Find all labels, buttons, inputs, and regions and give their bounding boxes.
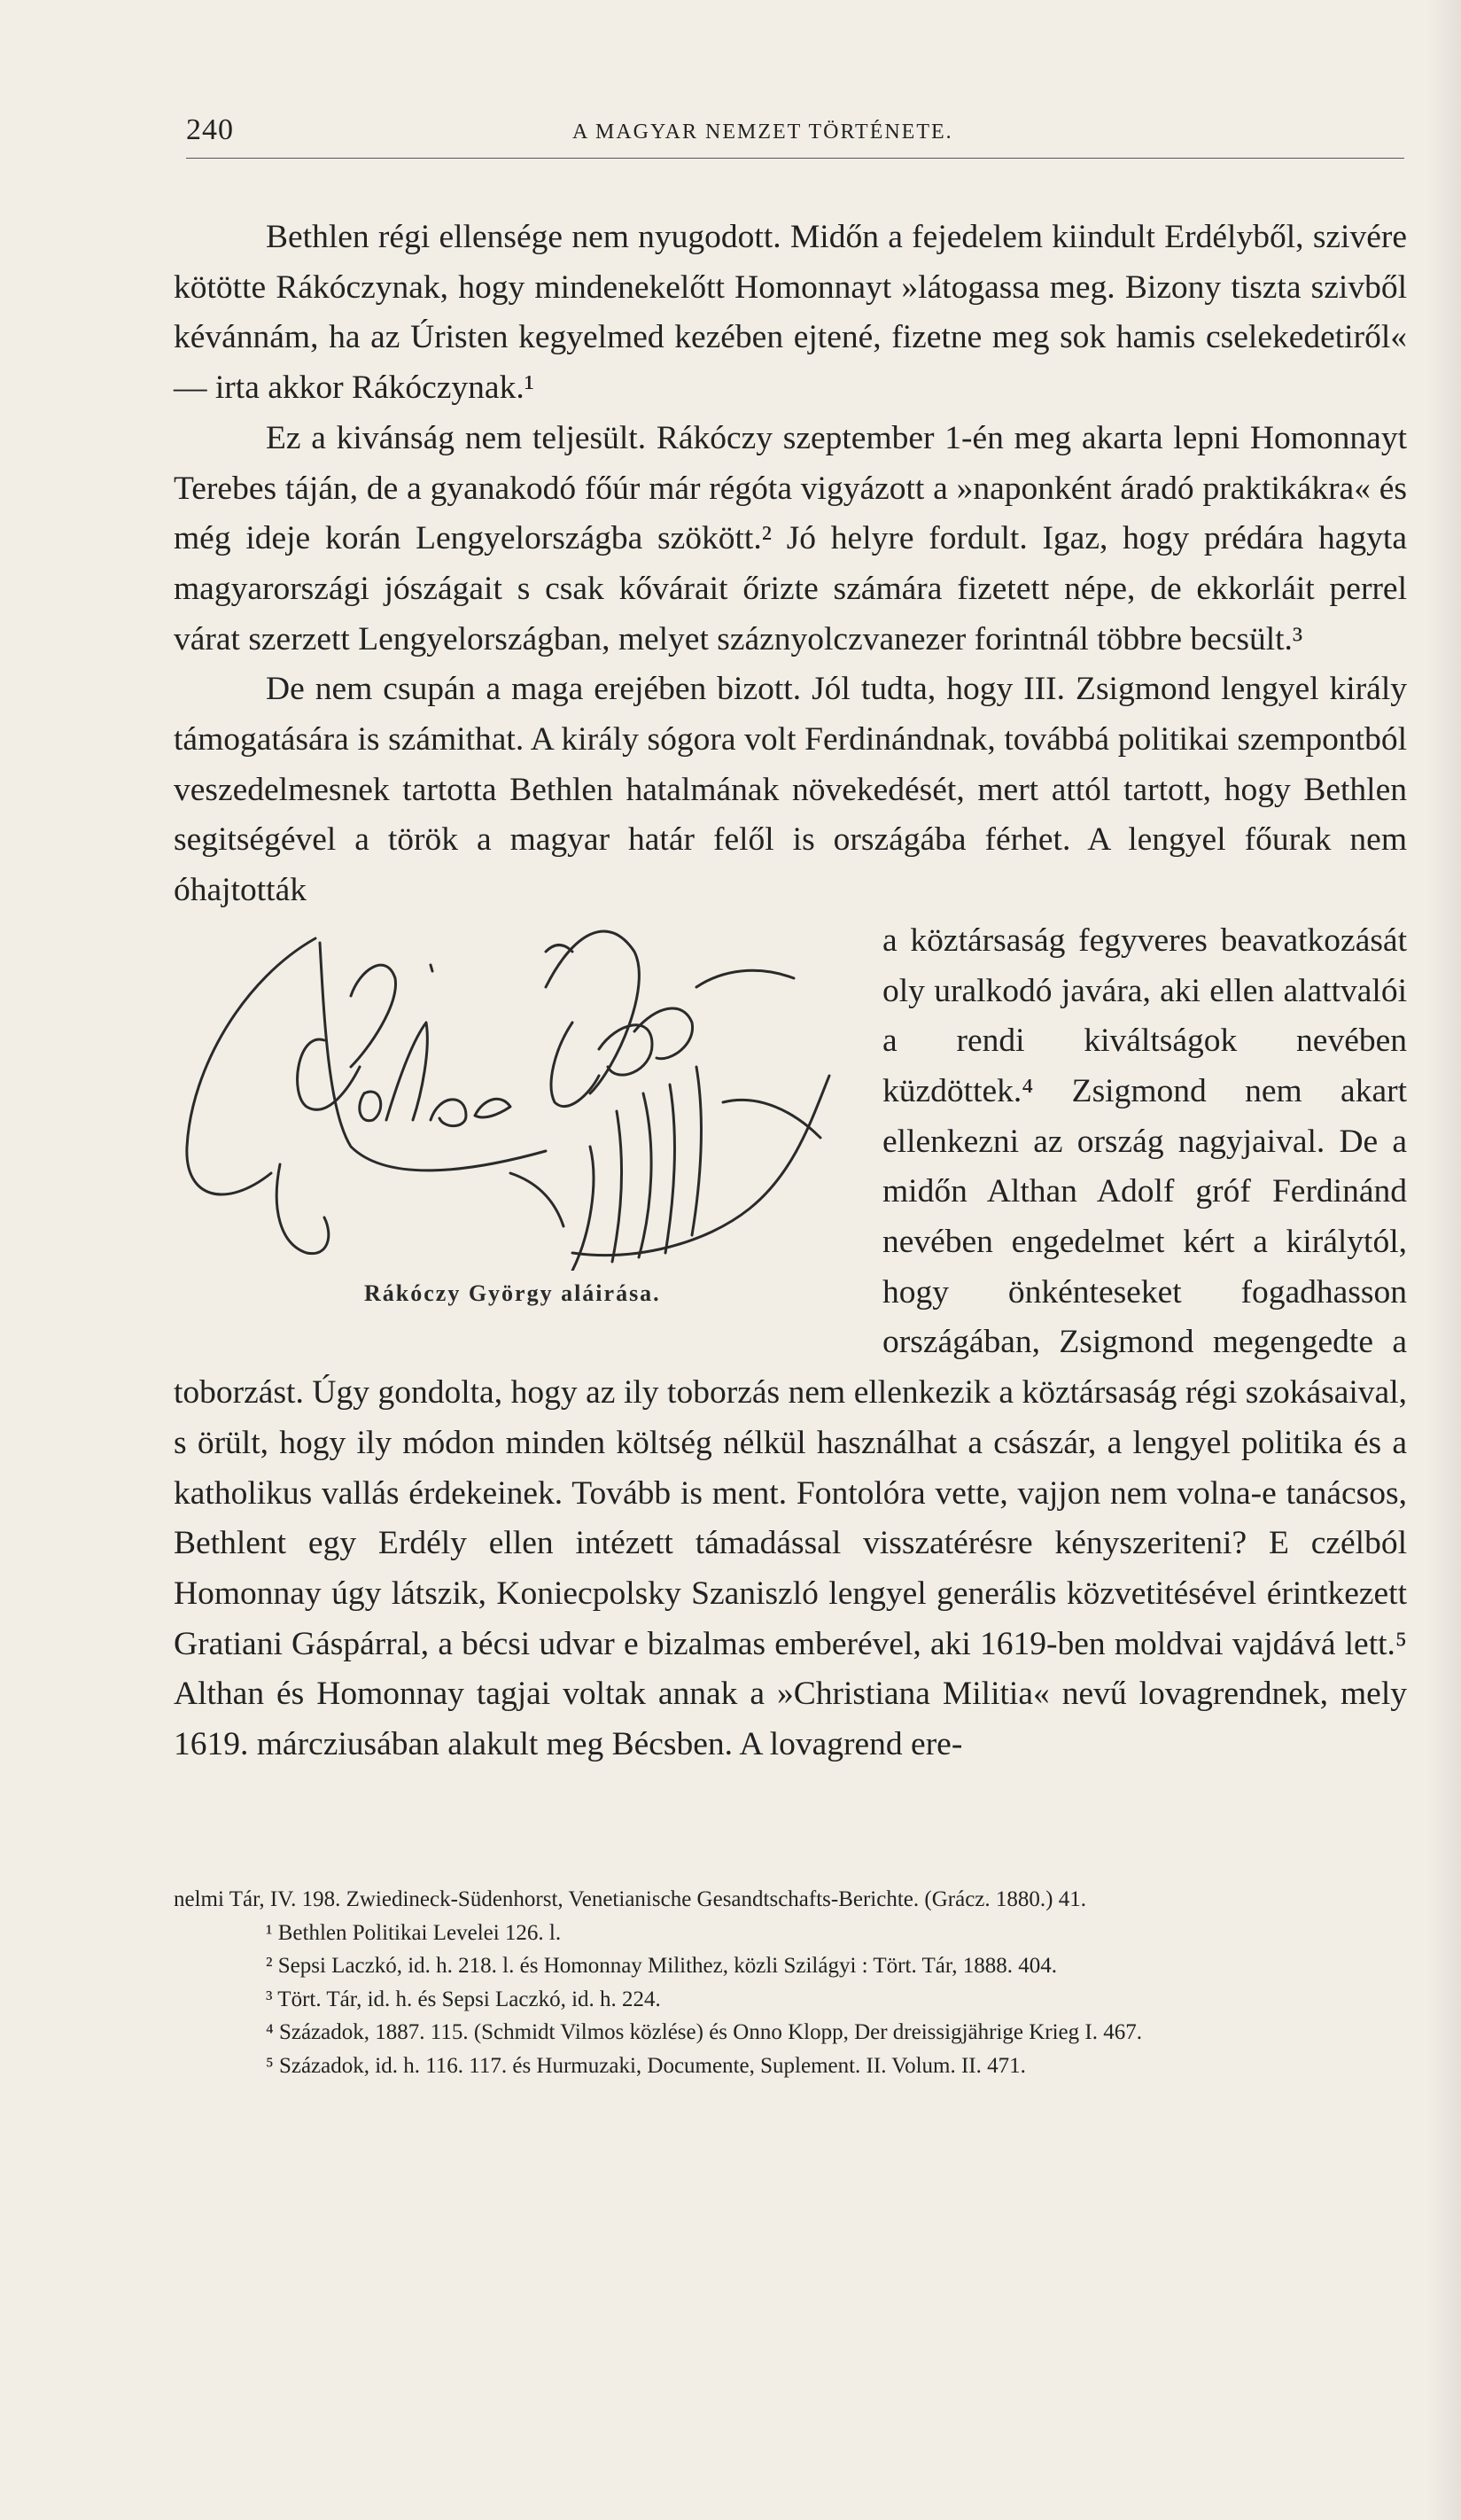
paragraph: Ez a kivánság nem teljesült. Rákóczy szeptember 1-én meg akarta lepni Homonnayt Terebes táján, de a gyanakodó főúr már régóta vigyázott a »naponként áradó praktikákra« és még ideje korán Lengyelországba szökött.² Jó helyre fordult. Igaz, hogy prédára hagyta magyarországi jószágait s csak kővárait őrizte számára fizetett népe, de ekkorláit perrel várat szerzett Lengyelországban, melyet száznyolczvanezer forintnál többre becsült.³ <box>174 419 1407 657</box>
footnote: ¹ Bethlen Politikai Levelei 126. l. <box>266 1920 562 1945</box>
figure-caption: Rákóczy György aláirása. <box>364 1279 661 1306</box>
page-edge-shadow <box>1426 0 1461 2520</box>
footnote: nelmi Tár, IV. 198. Zwiedineck-Südenhorst, Venetianische Gesandtschafts-Berichte. (Grácz. 1880.) 41. <box>174 1887 1086 1911</box>
footnote: ⁵ Századok, id. h. 116. 117. és Hurmuzaki, Documente, Suplement. II. Volum. II. 471. <box>266 2053 1026 2078</box>
footnote: ² Sepsi Laczkó, id. h. 218. l. és Homonnay Milithez, közli Szilágyi : Tört. Tár, 1888. 404. <box>266 1954 1057 1978</box>
footnote: ⁴ Századok, 1887. 115. (Schmidt Vilmos közlése) és Onno Klopp, Der dreissigjährige Krieg I. 467. <box>266 2020 1142 2044</box>
page-number: 240 <box>186 113 234 146</box>
paragraph: a köztársaság fegyveres beavatkozását oly uralkodó javára, aki ellen alattvalói a rendi kiváltságok nevében küzdöttek.⁴ Zsigmond nem akart ellenkezni az ország nagyjaival. De a midőn Althan Adolf gróf Ferdinánd nevében engedelmet kért a királytól, hogy önkénteseket fogadhasson országában, Zsigmond megengedte a toborzást. Úgy gondolta, hogy az ily toborzás nem ellenkezik a köztársaság régi szokásaival, s örült, hogy ily módon minden költség nélkül használhat a császár, a lengyel politika és a katholikus vallás érdekeinek. Tovább is ment. Fontolóra vette, vajjon nem volna-e tanácsos, Bethlent egy Erdély ellen intézett támadással visszatérésre kényszeriteni? E czélból Homonnay úgy látszik, Koniecpolsky Szaniszló lengyel generális közvetitésével érintkezett Gratiani Gáspárral, a bécsi udvar e bizalmas emberével, aki 1619-ben moldvai vajdává lett.⁵ Althan és Homonnay tagjai voltak annak a »Christiana Militia« nevű lovagrendnek, mely 1619. márcziusában alakult meg Bécsben. A lovagrend ere- <box>174 922 1407 1763</box>
paragraph: Bethlen régi ellensége nem nyugodott. Midőn a fejedelem kiindult Erdélyből, szivére kötötte Rákóczynak, hogy mindenekelőtt Homonnayt »látogassa meg. Bizony tiszta szivből kévánnám, ha az Úristen kegyelmed kezében ejtené, fizetne meg sok hamis cselekedetiről« — irta akkor Rákóczynak.¹ <box>174 219 1407 407</box>
main-text <box>174 213 1407 1770</box>
page-header <box>186 113 1404 159</box>
footnote: ³ Tört. Tár, id. h. és Sepsi Laczkó, id. h. 224. <box>266 1987 661 2011</box>
running-head: A MAGYAR NEMZET TÖRTÉNETE. <box>572 121 953 144</box>
footnotes <box>174 1883 1407 2082</box>
signature-figure <box>174 916 882 1319</box>
signature-image <box>174 916 865 1271</box>
paragraph: De nem csupán a maga erejében bizott. Jól tudta, hogy III. Zsigmond lengyel király támogatására is számithat. A király sógora volt Ferdinándnak, továbbá politikai szempontból veszedelmesnek tartotta Bethlen hatalmának növekedését, mert attól tartott, hogy Bethlen segitségével a török a magyar határ felől is országába férhet. A lengyel főurak nem óhajtották <box>174 671 1407 909</box>
